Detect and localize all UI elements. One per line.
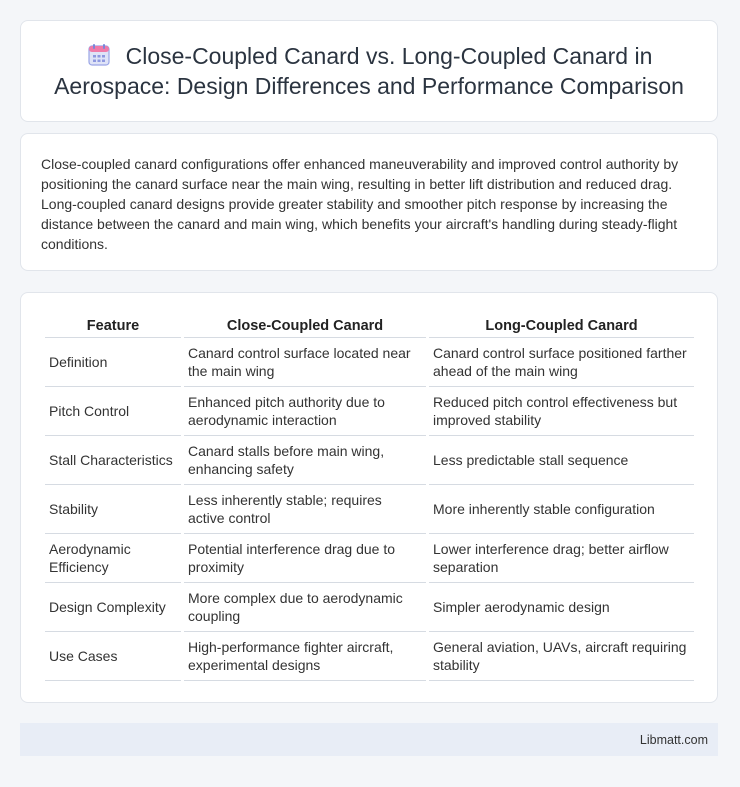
table-row — [45, 436, 694, 485]
comparison-table — [42, 315, 697, 681]
table-row — [45, 534, 694, 583]
table-row — [45, 485, 694, 534]
row-feature: Pitch Control — [45, 387, 181, 436]
table-row — [45, 583, 694, 632]
row-long-coupled: Less predictable stall sequence — [429, 436, 694, 485]
footer-site-link[interactable]: Libmatt.com — [639, 732, 708, 747]
page-title-text: Close-Coupled Canard vs. Long-Coupled Canard in Aerospace: Design Differences and Performance Comparison — [54, 43, 684, 99]
table-row — [45, 338, 694, 387]
row-close-coupled: Canard control surface located near the main wing — [184, 338, 426, 387]
row-close-coupled: Canard stalls before main wing, enhancing safety — [184, 436, 426, 485]
row-feature: Design Complexity — [45, 583, 181, 632]
page-title — [41, 41, 697, 101]
row-long-coupled: Simpler aerodynamic design — [429, 583, 694, 632]
row-close-coupled: Potential interference drag due to proximity — [184, 534, 426, 583]
calendar-icon — [86, 42, 112, 68]
row-long-coupled: Canard control surface positioned farther ahead of the main wing — [429, 338, 694, 387]
row-feature: Definition — [45, 338, 181, 387]
header-feature: Feature — [45, 315, 181, 338]
row-feature: Aerodynamic Efficiency — [45, 534, 181, 583]
row-long-coupled: General aviation, UAVs, aircraft requiring stability — [429, 632, 694, 681]
row-feature: Use Cases — [45, 632, 181, 681]
row-feature: Stall Characteristics — [45, 436, 181, 485]
row-long-coupled: Lower interference drag; better airflow separation — [429, 534, 694, 583]
row-long-coupled: More inherently stable configuration — [429, 485, 694, 534]
title-card — [20, 20, 718, 122]
row-long-coupled: Reduced pitch control effectiveness but improved stability — [429, 387, 694, 436]
intro-card — [20, 133, 718, 271]
header-close-coupled: Close-Coupled Canard — [184, 315, 426, 338]
row-close-coupled: Less inherently stable; requires active control — [184, 485, 426, 534]
comparison-card — [20, 292, 718, 703]
table-header-row — [45, 315, 694, 338]
intro-paragraph: Close-coupled canard configurations offer enhanced maneuverability and improved control authority by positioning the canard surface near the main wing, resulting in better lift distribution and reduced drag. Long-coupled canard designs provide greater stability and smoother pitch response by increasing the distance between the canard and main wing, which benefits your aircraft's handling during steady-flight conditions. — [41, 156, 679, 252]
table-row — [45, 387, 694, 436]
footer — [20, 723, 718, 756]
header-long-coupled: Long-Coupled Canard — [429, 315, 694, 338]
row-close-coupled: High-performance fighter aircraft, experimental designs — [184, 632, 426, 681]
row-close-coupled: Enhanced pitch authority due to aerodynamic interaction — [184, 387, 426, 436]
table-row — [45, 632, 694, 681]
row-feature: Stability — [45, 485, 181, 534]
row-close-coupled: More complex due to aerodynamic coupling — [184, 583, 426, 632]
